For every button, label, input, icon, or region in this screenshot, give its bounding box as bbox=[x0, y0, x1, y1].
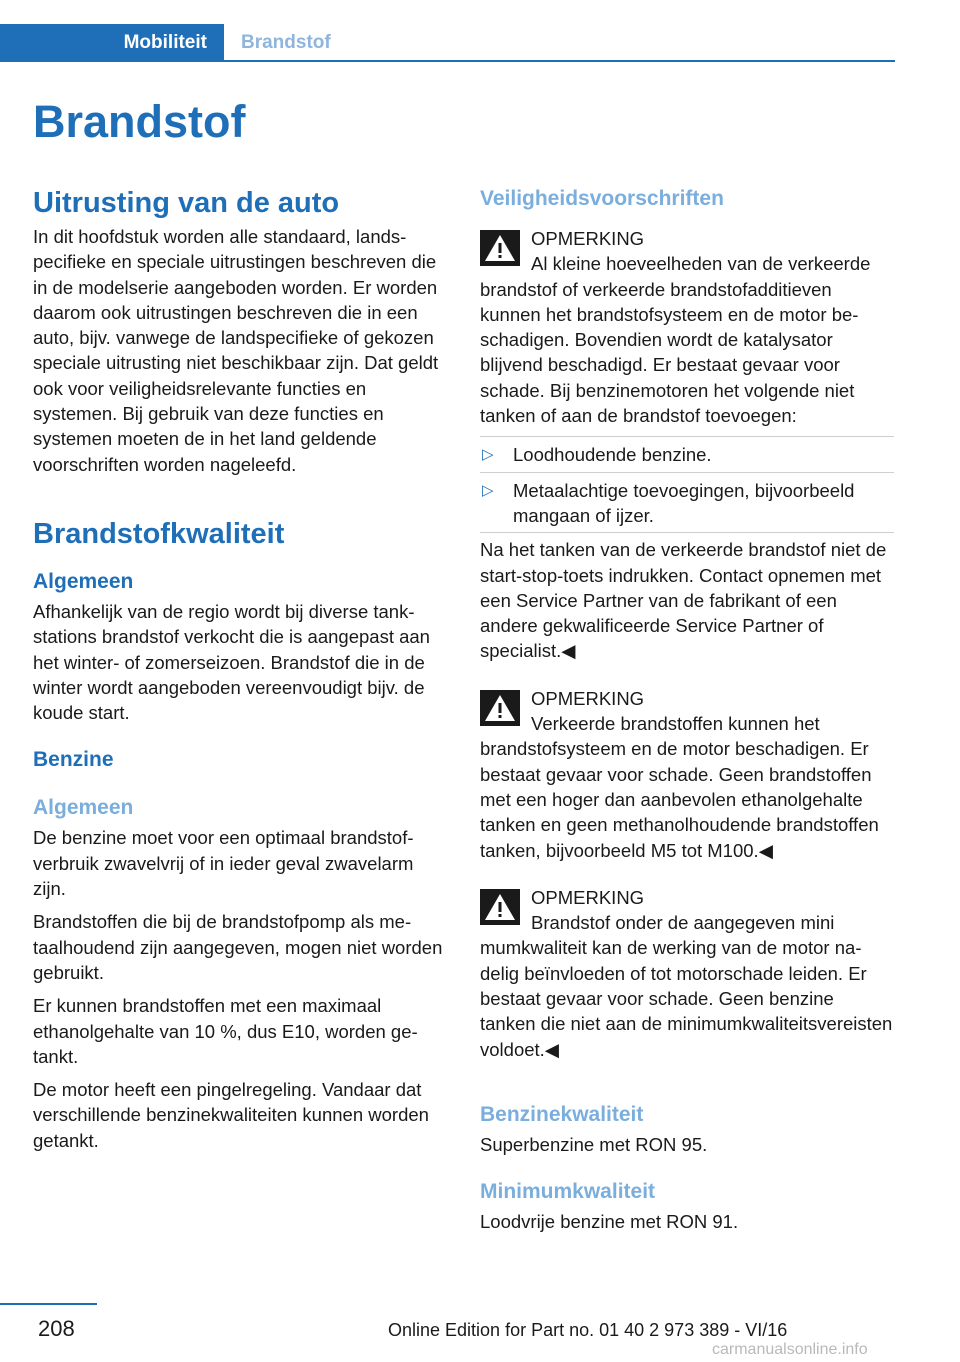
min-quality-heading: Minimumkwaliteit bbox=[480, 1180, 656, 1204]
warning-triangle-icon bbox=[480, 889, 520, 925]
general-heading: Algemeen bbox=[33, 569, 134, 593]
warning-label: OPMERKING bbox=[531, 886, 645, 908]
general-text: Afhankelijk van de regio wordt bij diverse tankstations brandstof verkocht die is aangepast aan het winter- of zomerseizoen. Brandstof die in de winter wordt aangeboden vereenvoudigt bijv. de koude start. bbox=[33, 600, 430, 724]
warning-text: brandstof of verkeerde brandstofadditieven kunnen het brandstofsysteem en de motor beschadigen. Bovendien wordt de katalysator blijvend beschadigd. Er bestaat gevaar voor schade. Bij benzinemotoren het volgende niet tanken of aan de brandstof toevoegen: bbox=[480, 278, 859, 427]
page-number: 208 bbox=[38, 1316, 75, 1341]
petrol-general-heading: Algemeen bbox=[33, 796, 134, 820]
safety-heading: Veiligheidsvoorschriften bbox=[480, 187, 724, 210]
tab-mobiliteit[interactable]: Mobiliteit bbox=[0, 24, 224, 62]
list-item-text: Loodhoudende benzine. bbox=[513, 444, 712, 466]
quality-heading: Brandstofkwaliteit bbox=[33, 517, 285, 550]
bullet-list bbox=[480, 436, 894, 533]
warning-first-line: Brandstof onder de aangegeven mini bbox=[531, 912, 835, 934]
footer-rule bbox=[0, 1303, 97, 1305]
warning-block bbox=[480, 226, 894, 428]
page-title: Brandstof bbox=[33, 96, 246, 147]
warning-text: mumkwaliteit kan de werking van de motor nadelig beïnvloeden of tot motorschade leiden. Er bestaat gevaar voor schade. Geen benzine tanken die niet aan de minimumkwaliteitsvereisten voldoet.◀ bbox=[480, 937, 893, 1060]
warning-label: OPMERKING bbox=[531, 228, 645, 249]
list-item-text: Metaalachtige toevoegingen, bijvoorbeeld mangaan of ijzer. bbox=[513, 479, 855, 526]
warning-label: OPMERKING bbox=[531, 687, 645, 709]
equipment-text: In dit hoofdstuk worden alle standaard, landspecifieke en speciale uitrustingen beschreven die in de modelserie aangeboden worden. Er worden daarom ook uitrustingen beschreven die in een auto, bijv. vanwege de landspecifieke of gekozen speciale uitrusting niet beschikbaar zijn. Dat geldt ook voor veiligheidsrelevante functies en systemen. Bij gebruik van deze functies en systemen moeten de in het land geldende voorschriften worden nageleefd. bbox=[33, 226, 439, 475]
petrol-paragraph: De benzine moet voor een optimaal brandstofverbruik zwavelvrij of in ieder geval zwavelarm zijn. bbox=[33, 827, 414, 900]
warning-triangle-icon bbox=[480, 690, 520, 726]
after-bullets-text: Na het tanken van de verkeerde brandstof niet de start-stop-toets indrukken. Contact opnemen met een Service Partner van de fabrikant of een andere gekwalificeerde Service Partner of specialist.◀ bbox=[480, 539, 887, 662]
warning-block bbox=[480, 885, 894, 1062]
triangle-bullet-icon: ▷ bbox=[482, 481, 494, 499]
warning-block bbox=[480, 686, 894, 863]
petrol-paragraph: De motor heeft een pingelregeling. Vandaar dat verschillende benzinekwaliteiten kunnen worden getankt. bbox=[33, 1079, 429, 1151]
list-item bbox=[480, 437, 894, 472]
header-rule bbox=[0, 60, 895, 62]
warning-triangle-icon bbox=[480, 230, 520, 266]
watermark: carmanualsonline.info bbox=[712, 1341, 868, 1358]
equipment-heading: Uitrusting van de auto bbox=[33, 187, 340, 219]
tab-brandstof[interactable]: Brandstof bbox=[241, 32, 331, 53]
left-column bbox=[33, 186, 447, 1153]
warning-first-line: Verkeerde brandstoffen kunnen het bbox=[531, 713, 820, 735]
right-column bbox=[480, 186, 894, 1235]
footer-edition: Online Edition for Part no. 01 40 2 973 389 - VI/16 bbox=[388, 1320, 788, 1340]
petrol-paragraph: Er kunnen brandstoffen met een maximaal ethanolgehalte van 10 %, dus E10, worden getankt. bbox=[33, 995, 418, 1067]
min-quality-text: Loodvrije benzine met RON 91. bbox=[480, 1211, 739, 1233]
warning-first-line: Al kleine hoeveelheden van de verkeerde bbox=[531, 253, 871, 275]
petrol-heading: Benzine bbox=[33, 748, 114, 772]
petrol-paragraph: Brandstoffen die bij de brandstofpomp als metaalhoudend zijn aangegeven, mogen niet worden gebruikt. bbox=[33, 911, 443, 983]
triangle-bullet-icon: ▷ bbox=[482, 446, 494, 464]
warning-text: brandstofsysteem en de motor beschadigen. Er bestaat gevaar voor schade. Geen brandstoffen met een hoger dan aanbevolen ethanolgehalte tanken en geen methanolhoudende brandstoffen tanken, bijvoorbeeld M5 tot M100.◀ bbox=[480, 738, 879, 861]
petrol-quality-text: Superbenzine met RON 95. bbox=[480, 1133, 708, 1155]
petrol-quality-heading: Benzinekwaliteit bbox=[480, 1102, 644, 1126]
header-tab-bar bbox=[0, 24, 895, 62]
list-item bbox=[480, 473, 894, 534]
